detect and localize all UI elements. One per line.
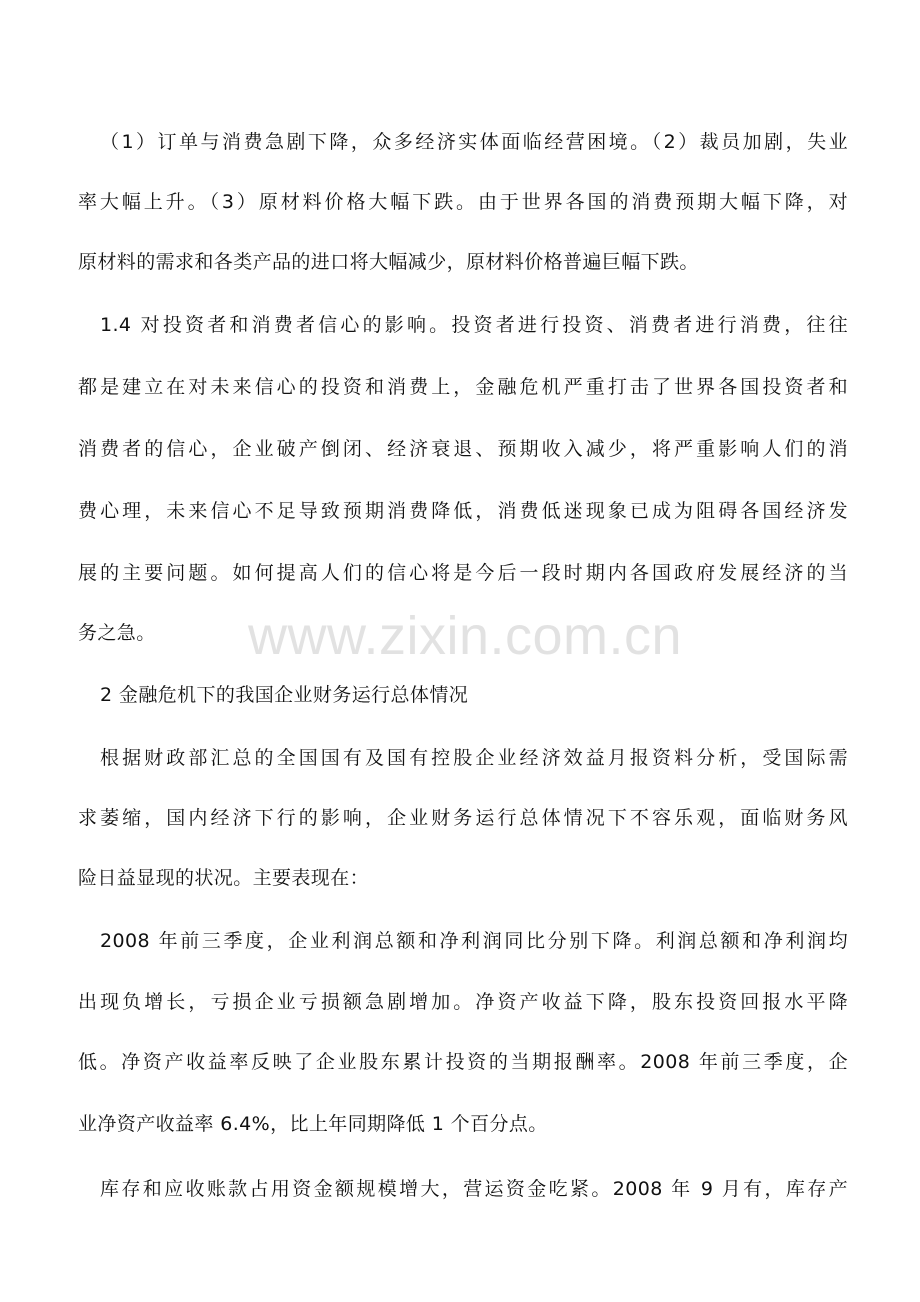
- paragraph-line: 1.4 对投资者和消费者信心的影响。投资者进行投资、消费者进行消费，往往: [100, 314, 848, 336]
- paragraph-line: 务之急。: [78, 622, 156, 644]
- paragraph-line: 费心理，未来信心不足导致预期消费降低，消费低迷现象已成为阻碍各国经济发: [78, 500, 848, 522]
- section-heading: 2 金融危机下的我国企业财务运行总体情况: [100, 684, 469, 706]
- paragraph-line: 出现负增长，亏损企业亏损额急剧增加。净资产收益下降，股东投资回报水平降: [78, 991, 848, 1013]
- paragraph-line: 库存和应收账款占用资金额规模增大，营运资金吃紧。2008 年 9 月有，库存产: [100, 1178, 848, 1200]
- paragraph-line: （1）订单与消费急剧下降，众多经济实体面临经营困境。（2）裁员加剧，失业: [100, 131, 848, 153]
- paragraph-line: 率大幅上升。（3）原材料价格大幅下跌。由于世界各国的消费预期大幅下降，对: [78, 191, 848, 213]
- paragraph-line: 险日益显现的状况。主要表现在：: [78, 867, 370, 889]
- paragraph-line: 展的主要问题。如何提高人们的信心将是今后一段时期内各国政府发展经济的当: [78, 562, 848, 584]
- paragraph-line: 原材料的需求和各类产品的进口将大幅减少，原材料价格普遍巨幅下跌。: [78, 251, 699, 273]
- paragraph-line: 消费者的信心，企业破产倒闭、经济衰退、预期收入减少，将严重影响人们的消: [78, 438, 848, 460]
- paragraph-line: 根据财政部汇总的全国国有及国有控股企业经济效益月报资料分析，受国际需: [100, 747, 848, 769]
- paragraph-line: 求萎缩，国内经济下行的影响，企业财务运行总体情况下不容乐观，面临财务风: [78, 807, 848, 829]
- watermark-text: www.zixin.com.cn: [247, 606, 683, 666]
- paragraph-line: 业净资产收益率 6.4%，比上年同期降低 1 个百分点。: [78, 1113, 548, 1135]
- paragraph-line: 2008 年前三季度，企业利润总额和净利润同比分别下降。利润总额和净利润均: [100, 930, 848, 952]
- paragraph-line: 都是建立在对未来信心的投资和消费上，金融危机严重打击了世界各国投资者和: [78, 376, 848, 398]
- paragraph-line: 低。净资产收益率反映了企业股东累计投资的当期报酬率。2008 年前三季度，企: [78, 1051, 848, 1073]
